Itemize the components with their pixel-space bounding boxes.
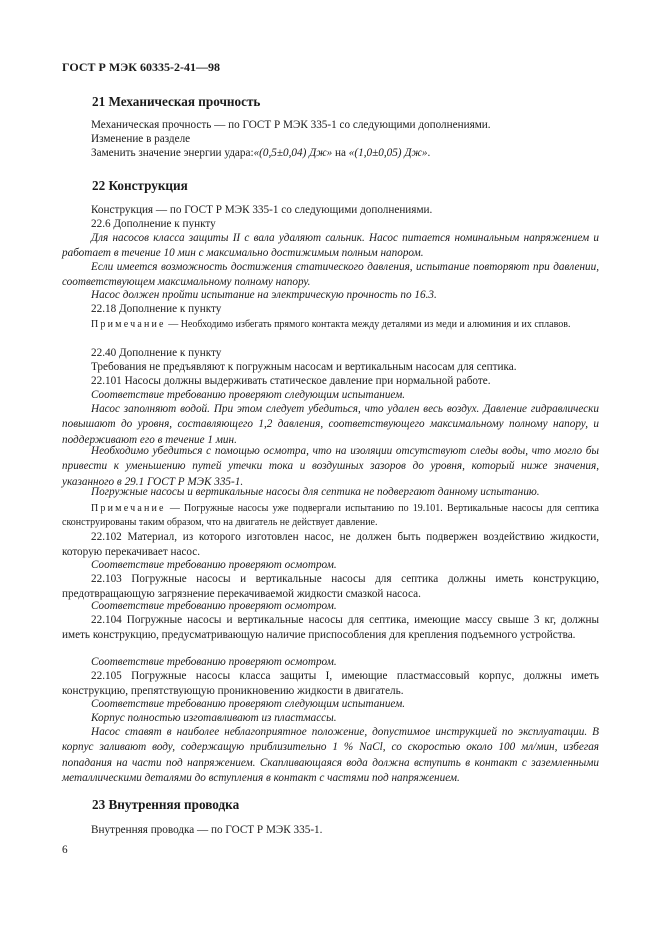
s21-paragraph: [62, 146, 599, 161]
section-22-title: 22 Конструкция: [92, 178, 188, 193]
text-run-italic: «(1,0±0,05) Дж»: [348, 147, 428, 159]
s22-paragraph: Соответствие требованию проверяют осмотром.: [91, 600, 337, 612]
text-run: на: [332, 147, 349, 159]
s22-paragraph: Соответствие требованию проверяют осмотром.: [91, 559, 337, 571]
document-header: ГОСТ Р МЭК 60335-2-41—98: [62, 60, 220, 74]
s22-paragraph: Необходимо убедиться с помощью осмотра, что на изоляции отсутствуют следы воды, что могло бы привести к уменьшению путей утечки тока и воздушных зазоров до уровня, который ниже значения, указанного в 29.1 ГОСТ Р МЭК 335-1.: [62, 445, 599, 488]
s22-paragraph: 22.6 Дополнение к пункту: [91, 218, 216, 230]
s22-paragraph: Соответствие требованию проверяют осмотром.: [91, 656, 337, 668]
s22-paragraph: Конструкция — по ГОСТ Р МЭК 335-1 со следующими дополнениями.: [91, 204, 433, 216]
s22-paragraph: Соответствие требованию проверяют следующим испытанием.: [91, 389, 406, 401]
s21-paragraph: Изменение в разделе: [91, 133, 191, 145]
note-text: — Необходимо избегать прямого контакта между деталями из меди и алюминия и их сплавов.: [165, 319, 571, 330]
s22-paragraph: Насос должен пройти испытание на электрическую прочность по 16.3.: [91, 289, 437, 301]
note-text: — Погружные насосы уже подвергали испытанию по 19.101. Вертикальные насосы для септика сконструированы таким образом, что на двигатель не действует давление.: [62, 503, 599, 528]
s22-paragraph: Для насосов класса защиты II с вала удаляют сальник. Насос питается номинальным напряжением и работает в течение 10 мин с максимально достижимым полным напором.: [62, 232, 599, 260]
s22-paragraph: Насос ставят в наиболее неблагоприятное положение, допустимое инструкцией по эксплуатации. В корпус заливают воду, содержащую приблизительно 1 % NaCl, со скоростью около 100 мл/мин, избегая попадания на части под напряжением. Скапливающаяся вода должна вступить в контакт с заземленными металлическими деталями до вступления в контакт с частями под напряжением.: [62, 726, 599, 785]
s22-paragraph: 22.105 Погружные насосы класса защиты I, имеющие пластмассовый корпус, должны иметь конструкцию, препятствующую проникновению жидкости в двигатель.: [62, 670, 599, 698]
s22-paragraph: Погружные насосы и вертикальные насосы для септика не подвергают данному испытанию.: [91, 486, 540, 498]
s22-paragraph: 22.18 Дополнение к пункту: [91, 303, 222, 315]
s22-paragraph: Насос заполняют водой. При этом следует убедиться, что удален весь воздух. Давление гидравлически повышают до уровня, составляющего 1,2 давления, соответствующего максимальному полному напору, и поддерживают его в течение 1 мин.: [62, 403, 599, 446]
s22-paragraph: Если имеется возможность достижения статического давления, испытание повторяют при давлении, соответствующем максимальному полному напору.: [62, 261, 599, 289]
s23-paragraph: Внутренняя проводка — по ГОСТ Р МЭК 335-1.: [91, 824, 323, 836]
text-run-italic: «(0,5±0,04) Дж»: [253, 147, 333, 159]
section-21-title: 21 Механическая прочность: [92, 94, 261, 109]
note: [62, 502, 599, 529]
s22-paragraph: 22.101 Насосы должны выдерживать статическое давление при нормальной работе.: [91, 375, 491, 387]
s22-paragraph: Корпус полностью изготавливают из пластмассы.: [91, 712, 337, 724]
s22-paragraph: 22.40 Дополнение к пункту: [91, 347, 222, 359]
page-number: 6: [62, 844, 68, 856]
s22-paragraph: 22.102 Материал, из которого изготовлен насос, не должен быть подвержен воздействию жидкости, которую перекачивает насос.: [62, 531, 599, 559]
note-label: Примечание: [91, 319, 166, 330]
note-label: Примечание: [91, 503, 166, 514]
s21-paragraph: Механическая прочность — по ГОСТ Р МЭК 335-1 со следующими дополнениями.: [91, 119, 491, 131]
text-run: Заменить значение энергии удара:: [91, 147, 254, 159]
section-23-title: 23 Внутренняя проводка: [92, 797, 240, 812]
s22-paragraph: Требования не предъявляют к погружным насосам и вертикальным насосам для септика.: [91, 361, 517, 373]
s22-paragraph: 22.103 Погружные насосы и вертикальные насосы для септика должны иметь конструкцию, предотвращающую загрязнение перекачиваемой жидкости смазкой насоса.: [62, 573, 599, 601]
s22-paragraph: 22.104 Погружные насосы и вертикальные насосы для септика, имеющие массу свыше 3 кг, должны иметь конструкцию, предусматривающую наличие приспособления для крепления подъемного устройства.: [62, 614, 599, 642]
text-run: .: [427, 147, 431, 159]
s22-paragraph: Соответствие требованию проверяют следующим испытанием.: [91, 698, 406, 710]
note: [62, 318, 599, 332]
